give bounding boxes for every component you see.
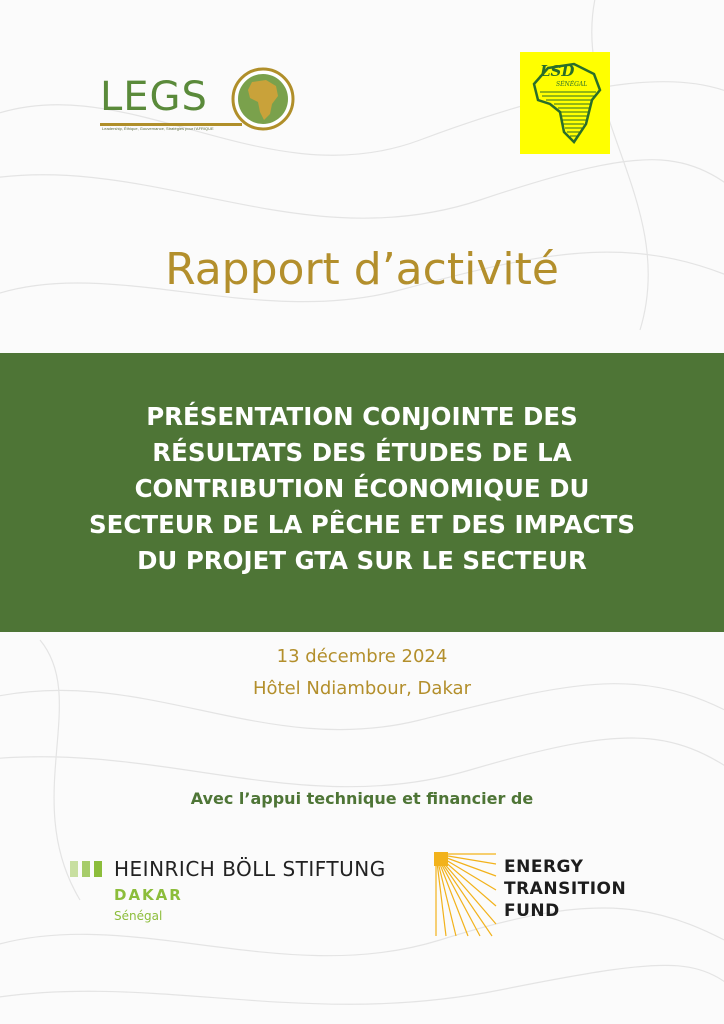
sun-rays-icon — [434, 852, 498, 938]
hbs-country: Sénégal — [114, 909, 163, 923]
hbs-name: HEINRICH BÖLL STIFTUNG — [114, 857, 386, 881]
hbs-squares-icon — [70, 861, 104, 877]
legs-logo-tagline: Leadership, Éthique, Gouvernance, Stratégies pour l'AFRIQUE — [102, 126, 214, 131]
event-date: 13 décembre 2024 — [276, 646, 448, 667]
heinrich-boll-logo — [70, 856, 390, 936]
event-place: Hôtel Ndiambour, Dakar — [253, 678, 471, 699]
legs-logo-word: LEGS — [100, 74, 208, 120]
etf-name — [504, 856, 626, 922]
support-statement: Avec l’appui technique et financier de — [190, 789, 534, 808]
band-heading-line: DU PROJET GTA SUR LE SECTEUR — [137, 546, 587, 575]
lsd-logo-subword: SÉNÉGAL — [556, 81, 588, 88]
africa-globe-icon — [230, 66, 296, 132]
etf-name-line: TRANSITION — [504, 879, 627, 899]
lsd-senegal-logo — [520, 52, 610, 154]
energy-transition-fund-logo — [434, 852, 664, 942]
title-band — [0, 353, 724, 632]
lsd-logo-word: LSD — [540, 62, 575, 80]
etf-name-line: ENERGY — [504, 857, 584, 877]
band-heading-line: RÉSULTATS DES ÉTUDES DE LA — [152, 438, 572, 467]
band-heading — [60, 399, 664, 579]
band-heading-line: SECTEUR DE LA PÊCHE ET DES IMPACTS — [89, 510, 635, 539]
band-heading-line: PRÉSENTATION CONJOINTE DES — [146, 402, 578, 431]
hbs-city: DAKAR — [114, 886, 183, 904]
etf-name-line: FUND — [504, 901, 560, 921]
band-heading-line: CONTRIBUTION ÉCONOMIQUE DU — [134, 474, 590, 503]
legs-logo — [98, 66, 298, 146]
report-title: Rapport d’activité — [165, 244, 559, 295]
